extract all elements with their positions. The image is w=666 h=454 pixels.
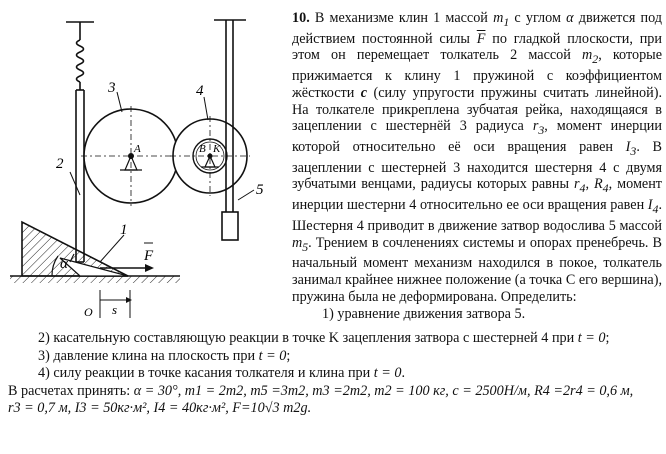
- label-displacement: s: [112, 302, 118, 317]
- label-wedge: 1: [120, 222, 128, 238]
- label-force: F: [144, 248, 154, 264]
- label-gear4: 4: [196, 83, 204, 99]
- item-3: 3) давление клина на плоскость при t = 0;: [38, 347, 291, 364]
- item-2: 2) касательную составляющую реакции в точке K зацепления затвора с шестерней 4 при t = 0;: [38, 330, 610, 346]
- problem-number: 10.: [292, 10, 310, 26]
- label-origin: O: [84, 305, 93, 319]
- gear-3: [81, 106, 181, 206]
- item-1: 1) уравнение движения затвора 5.: [322, 305, 526, 322]
- problem-statement: 10. В механизме клин 1 массой $m_1$ с углом α движется под действием постоянной силы $\overline{F}$ по гладкой плоскости, при этом он перемещает толкатель 2 массой $m_2$, которые прижимается к клину 1 пружиной с коэффициентом жёсткости c (силу упругости пружины считать линейной). На толкателе прикреплена зубчатая рейка, находящаяся в зацеплении с шестернёй 3 радиуса $r_3$, момент инерции которой относительно её оси вращения равен $I_3$. В зацеплении с шестерней 3 находится шестерня 4 с двумя зубчатыми венцами, радиусы которых равны $r_4$, $R_4$, момент инерции шестерни 4 относительно ее оси вращения равен $I_4$. Шестерня 4 приводит в движение затвор водослива 5 массой $m_5$. Трением в сочленениях системы и опорах пренебречь. В начальный момент механизм находился в покое, толкатель занимал крайнее нижнее положение (а точка C его вершина), пружина была не деформирована. Определить: 1) уравнение движения затвора 5.: [292, 10, 663, 322]
- label-point-a: A: [134, 143, 141, 155]
- label-point-b: B: [199, 143, 206, 155]
- label-angle: α: [60, 256, 68, 272]
- bottom-block: [8, 330, 663, 418]
- ground: [10, 276, 180, 283]
- label-gear3: 3: [108, 80, 116, 96]
- label-gate: 5: [256, 182, 264, 198]
- spring: [66, 22, 94, 90]
- item-4: 4) силу реакции в точке касания толкателя и клина при t = 0.: [38, 365, 406, 382]
- given-line-1: В расчетах принять: α = 30°, m1 = 2m2, m5 =3m2, m3 =2m2, m2 = 100 кг, c = 2500Н/м, R4 =2r4 = 0,6 м,: [8, 382, 634, 399]
- label-pusher: 2: [56, 156, 64, 172]
- mechanism-figure: [0, 0, 290, 330]
- given-line-2: r3 = 0,7 м, I3 = 50кг·м², I4 = 40кг·м², F=10√3 m2g.: [8, 400, 312, 417]
- label-point-k: K: [213, 143, 221, 155]
- gear-4: [170, 116, 250, 196]
